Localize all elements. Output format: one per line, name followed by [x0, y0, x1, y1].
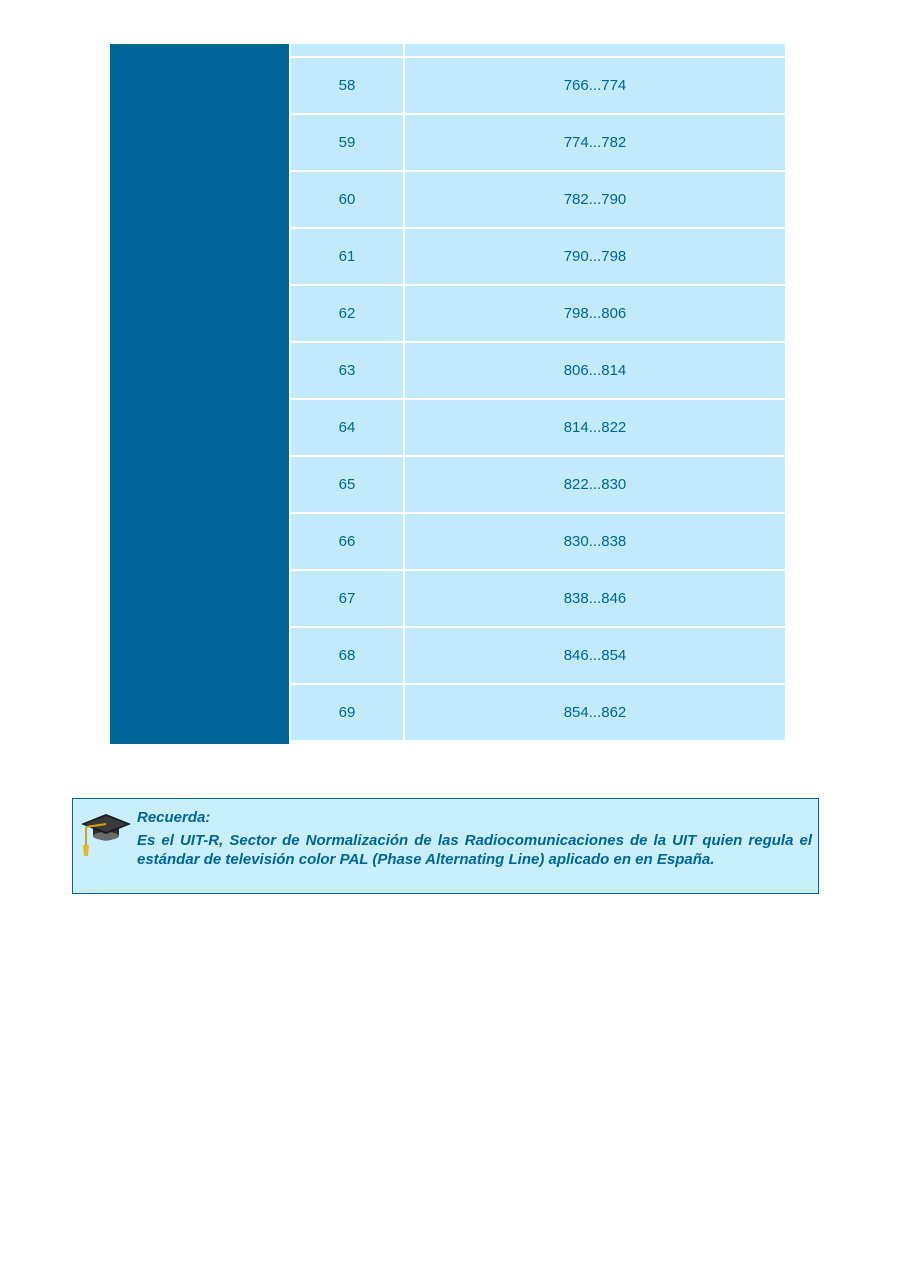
channel-table — [289, 44, 785, 742]
channel-cell: 61 — [289, 229, 405, 284]
channel-cell: 67 — [289, 571, 405, 626]
note-body: Es el UIT-R, Sector de Normalización de las Radiocomunicaciones de la UIT quien regula el estándar de televisión color PAL (Phase Alternating Line) aplicado en en España. — [137, 832, 812, 868]
channel-cell: 63 — [289, 343, 405, 398]
frequency-cell: 854...862 — [405, 685, 785, 740]
frequency-cell: 774...782 — [405, 115, 785, 170]
frequency-cell: 814...822 — [405, 400, 785, 455]
table-row — [289, 457, 785, 514]
frequency-cell: 806...814 — [405, 343, 785, 398]
channel-cell: 62 — [289, 286, 405, 341]
channel-cell: 66 — [289, 514, 405, 569]
channel-cell: 64 — [289, 400, 405, 455]
frequency-cell: 766...774 — [405, 58, 785, 113]
note-title: Recuerda: — [137, 809, 211, 826]
table-row — [289, 286, 785, 343]
frequency-cell: 798...806 — [405, 286, 785, 341]
table-row — [289, 571, 785, 628]
channel-cell: 60 — [289, 172, 405, 227]
table-row — [289, 343, 785, 400]
note-box — [72, 798, 819, 894]
frequency-cell: 790...798 — [405, 229, 785, 284]
channel-cell: 68 — [289, 628, 405, 683]
table-row — [289, 514, 785, 571]
graduation-cap-icon — [77, 805, 131, 859]
channel-cell: 58 — [289, 58, 405, 113]
table-row — [289, 172, 785, 229]
table-row — [289, 685, 785, 742]
frequency-cell: 822...830 — [405, 457, 785, 512]
frequency-cell: 838...846 — [405, 571, 785, 626]
table-row — [289, 400, 785, 457]
table-row — [289, 115, 785, 172]
frequency-cell: 846...854 — [405, 628, 785, 683]
table-top-strip — [289, 44, 785, 58]
band-column — [110, 44, 289, 744]
table-row — [289, 58, 785, 115]
table-row — [289, 229, 785, 286]
channel-cell: 65 — [289, 457, 405, 512]
frequency-cell: 782...790 — [405, 172, 785, 227]
table-row — [289, 628, 785, 685]
channel-cell: 59 — [289, 115, 405, 170]
channel-cell: 69 — [289, 685, 405, 740]
frequency-cell: 830...838 — [405, 514, 785, 569]
